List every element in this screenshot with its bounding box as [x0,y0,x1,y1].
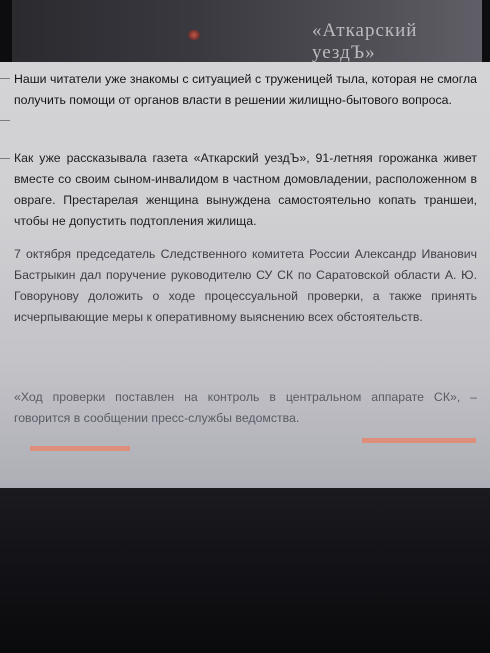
margin-dash [0,78,10,79]
article-paragraph-3: 7 октября председатель Следственного комитета России Александр Иванович Бастрыкин дал поручение руководителю СУ СК по Саратовской области А. Ю. Говорунову доложить о ходе процессуальной проверки, а также принять исчерпывающие меры к оперативному выяснению всех обстоятельств. [14,247,477,324]
decorative-bar-right [362,438,476,443]
margin-dash [0,158,10,159]
screen-bezel [0,488,490,653]
margin-dash [0,120,10,121]
article-paragraph-1: Наши читатели уже знакомы с ситуацией с труженицей тыла, которая не смогла получить помощи от органов власти в решении жилищно-бытового вопроса. [14,72,477,107]
article-paragraph-2: Как уже рассказывала газета «Аткарский уездЪ», 91-летняя горожанка живет вместе со своим сыном-инвалидом в частном домовладении, расположенном в овраге. Престарелая женщина вынуждена самостоятельно копать траншеи, чтобы не допустить подтопления жилища. [14,151,477,228]
photo-caption: «Аткарский уездЪ» [312,20,418,62]
article-photo [12,0,482,62]
article-paragraph-4: «Ход проверки поставлен на контроль в центральном аппарате СК», – говорится в сообщении пресс-службы ведомства. [14,390,477,425]
photo-light-spot [188,30,200,40]
article-body [0,62,490,488]
decorative-bar-left [30,446,130,451]
